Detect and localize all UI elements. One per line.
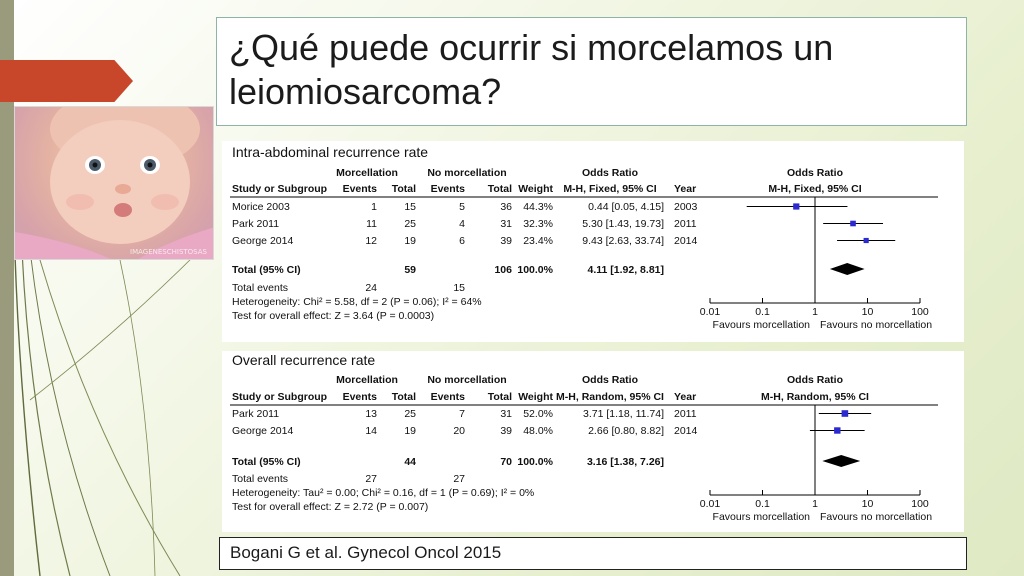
- pooled-estimate-diamond: [822, 455, 860, 467]
- header-events-1: Events: [342, 391, 377, 403]
- total-weight: 100.0%: [517, 264, 553, 276]
- header-plot-title: Odds Ratio: [786, 167, 844, 179]
- favours-right-label: Favours no morcellation: [820, 319, 933, 331]
- study-year: 2014: [674, 425, 698, 437]
- favours-right-label: Favours no morcellation: [820, 511, 933, 523]
- x-axis-tick-label: 1: [812, 498, 818, 510]
- header-total-2: Total: [487, 391, 512, 403]
- total-total-1: 59: [404, 264, 416, 276]
- baby-photo: [14, 106, 214, 260]
- study-total-2: 36: [500, 201, 512, 213]
- header-year: Year: [674, 391, 697, 403]
- study-year: 2014: [674, 235, 698, 247]
- overall-effect-text: Test for overall effect: Z = 2.72 (P = 0.007): [232, 501, 429, 513]
- x-axis-tick-label: 100: [911, 498, 929, 510]
- header-events-2: Events: [430, 183, 465, 195]
- study-events-1: 1: [371, 201, 377, 213]
- total-total-1: 44: [404, 456, 416, 468]
- total-label: Total (95% CI): [232, 456, 301, 468]
- study-weight: 23.4%: [523, 235, 553, 247]
- total-weight: 100.0%: [517, 456, 553, 468]
- study-events-1: 11: [366, 218, 377, 230]
- study-name: Park 2011: [232, 408, 280, 420]
- plot-title: Intra-abdominal recurrence rate: [232, 144, 429, 160]
- header-total-1: Total: [391, 183, 416, 195]
- header-plot-title: Odds Ratio: [786, 374, 844, 386]
- plot-title: Overall recurrence rate: [232, 352, 376, 368]
- header-study: Study or Subgroup: [232, 391, 328, 403]
- x-axis-tick-label: 100: [911, 306, 929, 318]
- heterogeneity-text: Heterogeneity: Tau² = 0.00; Chi² = 0.16, df = 1 (P = 0.69); I² = 0%: [232, 487, 535, 499]
- study-ci-text: 2.66 [0.80, 8.82]: [588, 425, 664, 437]
- x-axis-tick-label: 10: [861, 306, 874, 318]
- study-ci-text: 5.30 [1.43, 19.73]: [582, 218, 664, 230]
- header-plot-method: M-H, Random, 95% CI: [761, 391, 869, 403]
- favours-left-label: Favours morcellation: [712, 511, 810, 523]
- total-events-label: Total events: [232, 282, 289, 294]
- study-weight: 44.3%: [523, 201, 553, 213]
- study-weight: 52.0%: [523, 408, 553, 420]
- total-events-2: 15: [453, 282, 465, 294]
- study-total-2: 39: [500, 235, 512, 247]
- study-events-2: 5: [459, 201, 465, 213]
- header-effect-method: M-H, Random, 95% CI: [556, 391, 664, 403]
- total-events-1: 27: [365, 473, 377, 485]
- study-name: George 2014: [232, 235, 294, 247]
- study-total-1: 25: [404, 408, 416, 420]
- title-box: [216, 17, 967, 126]
- study-events-2: 6: [459, 235, 465, 247]
- study-name: Park 2011: [232, 218, 280, 230]
- study-year: 2011: [674, 218, 697, 230]
- total-ci-text: 4.11 [1.92, 8.81]: [587, 264, 664, 276]
- x-axis-tick-label: 0.1: [755, 498, 770, 510]
- header-group2: No morcellation: [427, 167, 507, 179]
- photo-watermark: IMAGENESCHISTOSAS: [130, 248, 207, 256]
- total-events-label: Total events: [232, 473, 289, 485]
- study-total-2: 31: [500, 408, 512, 420]
- total-label: Total (95% CI): [232, 264, 301, 276]
- citation-box: [219, 537, 967, 570]
- point-estimate-marker: [850, 221, 856, 227]
- study-weight: 48.0%: [523, 425, 553, 437]
- study-weight: 32.3%: [523, 218, 553, 230]
- x-axis-tick-label: 0.1: [755, 306, 770, 318]
- x-axis-tick-label: 0.01: [699, 498, 721, 510]
- header-total-1: Total: [391, 391, 416, 403]
- forest-plot-intra-abdominal: [222, 141, 964, 342]
- header-weight: Weight: [518, 183, 553, 195]
- x-axis-tick-label: 1: [812, 306, 818, 318]
- study-ci-text: 3.71 [1.18, 11.74]: [583, 408, 664, 420]
- slide-title: ¿Qué puede ocurrir si morcelamos un leiomiosarcoma?: [229, 27, 834, 112]
- study-ci-text: 9.43 [2.63, 33.74]: [582, 235, 664, 247]
- header-total-2: Total: [487, 183, 512, 195]
- point-estimate-marker: [864, 238, 869, 243]
- header-group2: No morcellation: [427, 374, 507, 386]
- total-total-2: 70: [500, 456, 512, 468]
- header-events-2: Events: [430, 391, 465, 403]
- red-arrow-decoration: [0, 60, 133, 102]
- study-total-1: 15: [404, 201, 416, 213]
- total-ci-text: 3.16 [1.38, 7.26]: [586, 456, 664, 468]
- study-total-1: 25: [404, 218, 416, 230]
- x-axis-tick-label: 10: [861, 498, 874, 510]
- study-total-1: 19: [404, 235, 416, 247]
- header-events-1: Events: [342, 183, 377, 195]
- study-year: 2011: [674, 408, 697, 420]
- study-name: George 2014: [232, 425, 294, 437]
- overall-effect-text: Test for overall effect: Z = 3.64 (P = 0.0003): [232, 310, 435, 322]
- forest-plot-svg-2: [222, 351, 964, 532]
- pooled-estimate-diamond: [830, 263, 865, 275]
- heterogeneity-text: Heterogeneity: Chi² = 5.58, df = 2 (P = 0.06); I² = 64%: [232, 296, 482, 308]
- favours-left-label: Favours morcellation: [712, 319, 810, 331]
- point-estimate-marker: [842, 410, 849, 417]
- study-year: 2003: [674, 201, 698, 213]
- point-estimate-marker: [834, 427, 840, 433]
- study-total-2: 31: [500, 218, 512, 230]
- header-effect-col: Odds Ratio: [581, 374, 639, 386]
- header-weight: Weight: [518, 391, 553, 403]
- study-events-2: 4: [459, 218, 465, 230]
- header-study: Study or Subgroup: [232, 183, 328, 195]
- study-total-1: 19: [404, 425, 416, 437]
- study-total-2: 39: [500, 425, 512, 437]
- citation-text: Bogani G et al. Gynecol Oncol 2015: [230, 543, 502, 562]
- study-name: Morice 2003: [232, 201, 290, 213]
- study-events-1: 13: [365, 408, 377, 420]
- study-events-2: 7: [459, 408, 465, 420]
- total-total-2: 106: [494, 264, 512, 276]
- x-axis-tick-label: 0.01: [699, 306, 721, 318]
- header-effect-method: M-H, Fixed, 95% CI: [563, 183, 657, 195]
- study-events-1: 14: [365, 425, 377, 437]
- forest-plot-svg-1: [222, 141, 964, 342]
- header-year: Year: [674, 183, 697, 195]
- forest-plot-overall: [222, 351, 964, 532]
- header-effect-col: Odds Ratio: [581, 167, 639, 179]
- study-events-1: 12: [365, 235, 377, 247]
- point-estimate-marker: [793, 203, 799, 209]
- study-events-2: 20: [453, 425, 465, 437]
- total-events-1: 24: [365, 282, 377, 294]
- header-group1: Morcellation: [336, 167, 398, 179]
- study-ci-text: 0.44 [0.05, 4.15]: [588, 201, 664, 213]
- total-events-2: 27: [453, 473, 465, 485]
- header-group1: Morcellation: [336, 374, 398, 386]
- header-plot-method: M-H, Fixed, 95% CI: [768, 183, 862, 195]
